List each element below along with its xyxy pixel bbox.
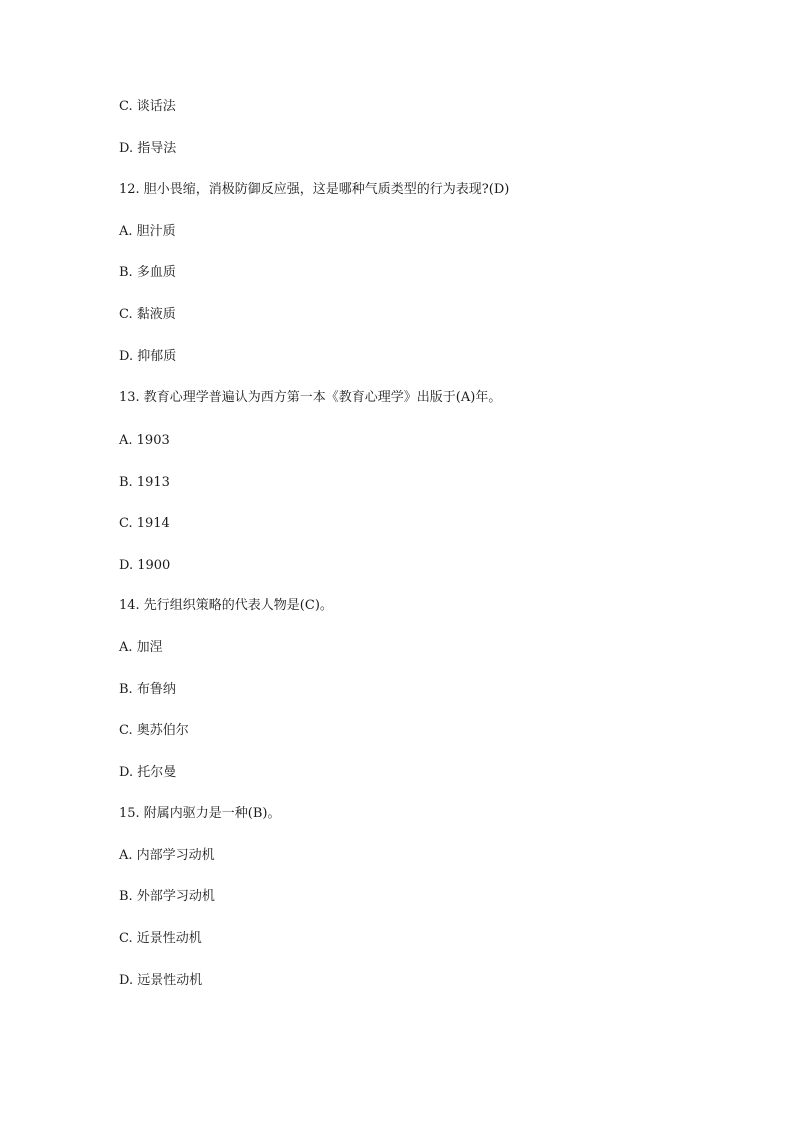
option-a-q14: A. 加涅 bbox=[119, 640, 163, 655]
option-a-q13: A. 1903 bbox=[119, 433, 170, 448]
option-c-q12: C. 黏液质 bbox=[119, 307, 176, 322]
option-d-q11: D. 指导法 bbox=[119, 141, 177, 156]
question-14: 14. 先行组织策略的代表人物是(C)。 bbox=[119, 598, 333, 613]
option-c-q15: C. 近景性动机 bbox=[119, 931, 202, 946]
option-b-q13: B. 1913 bbox=[119, 475, 170, 490]
option-a-q12: A. 胆汁质 bbox=[119, 224, 176, 239]
option-b-q12: B. 多血质 bbox=[119, 265, 176, 280]
option-c-q11: C. 谈话法 bbox=[119, 99, 176, 114]
option-d-q12: D. 抑郁质 bbox=[119, 349, 177, 364]
question-12: 12. 胆小畏缩，消极防御反应强，这是哪种气质类型的行为表现?(D) bbox=[119, 182, 510, 197]
option-d-q15: D. 远景性动机 bbox=[119, 973, 203, 988]
question-15: 15. 附属内驱力是一种(B)。 bbox=[119, 806, 281, 821]
option-b-q15: B. 外部学习动机 bbox=[119, 889, 215, 904]
option-d-q13: D. 1900 bbox=[119, 558, 171, 573]
option-b-q14: B. 布鲁纳 bbox=[119, 682, 176, 697]
option-a-q15: A. 内部学习动机 bbox=[119, 848, 215, 863]
option-c-q13: C. 1914 bbox=[119, 516, 170, 531]
option-d-q14: D. 托尔曼 bbox=[119, 765, 177, 780]
option-c-q14: C. 奥苏伯尔 bbox=[119, 723, 189, 738]
question-13: 13. 教育心理学普遍认为西方第一本《教育心理学》出版于(A)年。 bbox=[119, 390, 502, 405]
